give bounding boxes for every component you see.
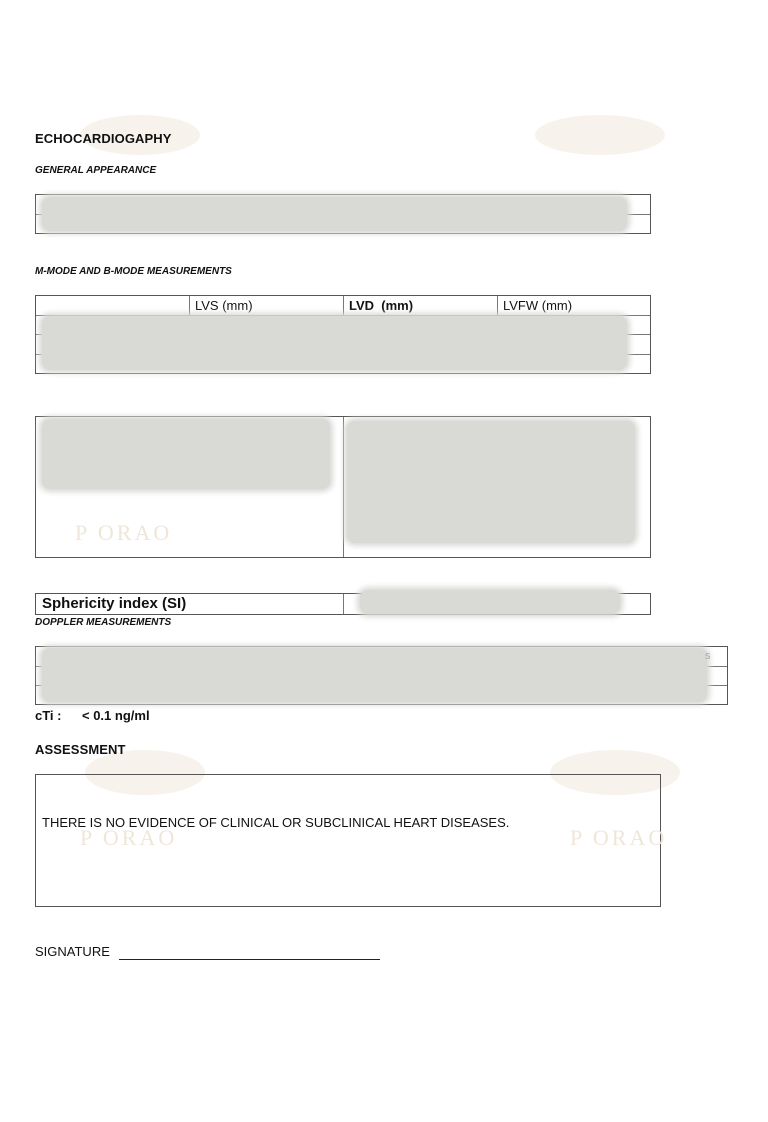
page-title: ECHOCARDIOGAPHY xyxy=(35,131,172,146)
redacted-block xyxy=(42,197,627,231)
assessment-text: THERE IS NO EVIDENCE OF CLINICAL OR SUBCLINICAL HEART DISEASES. xyxy=(42,815,510,830)
watermark-logo xyxy=(535,115,665,155)
signature-label: SIGNATURE xyxy=(35,944,110,959)
watermark-text: P ORAO xyxy=(80,825,178,850)
mmode-col-lvfw: LVFW (mm) xyxy=(503,298,573,313)
redacted-block xyxy=(42,316,627,370)
cti-label: cTi : xyxy=(35,708,62,723)
mmode-col-lvd: LVD (mm) xyxy=(349,298,414,313)
redacted-block xyxy=(347,421,635,543)
watermark-text: P ORAO xyxy=(75,520,173,545)
mmode-heading: M-MODE AND B-MODE MEASUREMENTS xyxy=(35,266,232,277)
general-appearance-heading: GENERAL APPEARANCE xyxy=(35,165,157,176)
redacted-block xyxy=(42,648,707,702)
sphericity-label: Sphericity index (SI) xyxy=(42,595,187,612)
doppler-partial-text: s xyxy=(705,650,711,662)
signature-line xyxy=(119,959,380,960)
doppler-heading: DOPPLER MEASUREMENTS xyxy=(35,617,172,628)
watermark-text: P ORAO xyxy=(570,825,668,850)
mmode-col-lvs: LVS (mm) xyxy=(195,298,253,313)
assessment-heading: ASSESSMENT xyxy=(35,742,126,757)
cti-value: < 0.1 ng/ml xyxy=(82,708,150,723)
redacted-block xyxy=(42,419,330,489)
redacted-block xyxy=(360,590,620,614)
